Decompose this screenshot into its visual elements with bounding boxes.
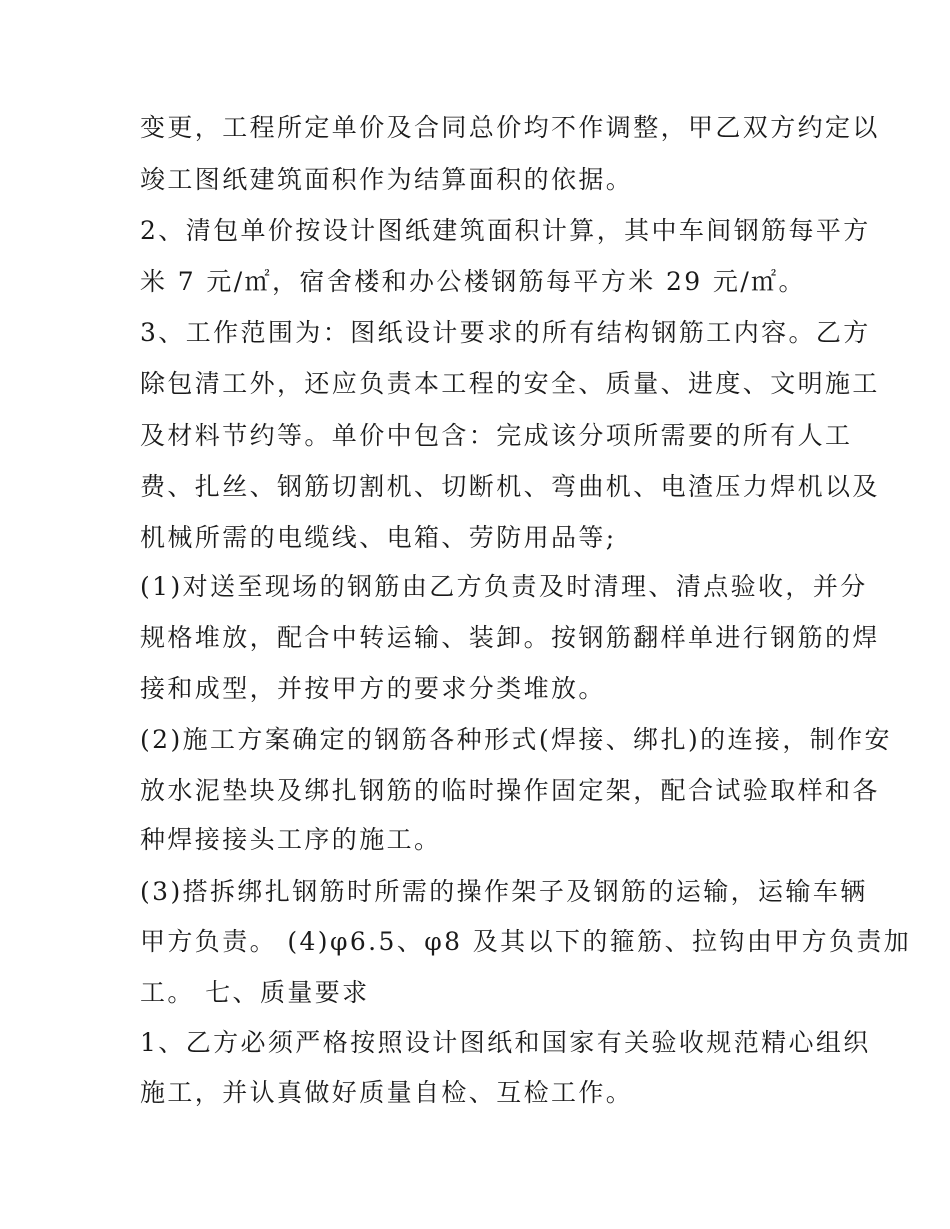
section-heading-line: 工。 七、质量要求 [140, 978, 370, 1007]
paragraph-line: 放水泥垫块及绑扎钢筋的临时操作固定架，配合试验取样和各 [140, 776, 880, 805]
paragraph-line: 变更，工程所定单价及合同总价均不作调整，甲乙双方约定以 [140, 113, 880, 142]
paragraph-line: 种焊接接头工序的施工。 [140, 825, 442, 854]
paragraph-line: (2)施工方案确定的钢筋各种形式(焊接、绑扎)的连接，制作安 [140, 725, 892, 754]
paragraph-line: 3、工作范围为：图纸设计要求的所有结构钢筋工内容。乙方 [140, 318, 871, 347]
paragraph-line: 及材料节约等。单价中包含：完成该分项所需要的所有人工 [140, 421, 853, 450]
paragraph-line: 费、扎丝、钢筋切割机、切断机、弯曲机、电渣压力焊机以及 [140, 472, 880, 501]
paragraph-line: 竣工图纸建筑面积作为结算面积的依据。 [140, 165, 634, 194]
paragraph-line: (1)对送至现场的钢筋由乙方负责及时清理、清点验收，并分 [140, 572, 868, 601]
paragraph-line: 规格堆放，配合中转运输、装卸。按钢筋翻样单进行钢筋的焊 [140, 623, 880, 652]
paragraph-line: 1、乙方必须严格按照设计图纸和国家有关验收规范精心组织 [140, 1028, 871, 1057]
paragraph-line: 甲方负责。 (4)φ6.5、φ8 及其以下的箍筋、拉钩由甲方负责加 [140, 927, 912, 956]
paragraph-line: (3)搭拆绑扎钢筋时所需的操作架子及钢筋的运输，运输车辆 [140, 877, 868, 906]
paragraph-line: 米 7 元/㎡，宿舍楼和办公楼钢筋每平方米 29 元/㎡。 [140, 267, 806, 296]
paragraph-line: 除包清工外，还应负责本工程的安全、质量、进度、文明施工 [140, 369, 880, 398]
paragraph-line: 接和成型，并按甲方的要求分类堆放。 [140, 674, 606, 703]
paragraph-line: 施工，并认真做好质量自检、互检工作。 [140, 1078, 634, 1107]
paragraph-line: 2、清包单价按设计图纸建筑面积计算，其中车间钢筋每平方 [140, 216, 871, 245]
paragraph-line: 机械所需的电缆线、电箱、劳防用品等; [140, 523, 617, 552]
